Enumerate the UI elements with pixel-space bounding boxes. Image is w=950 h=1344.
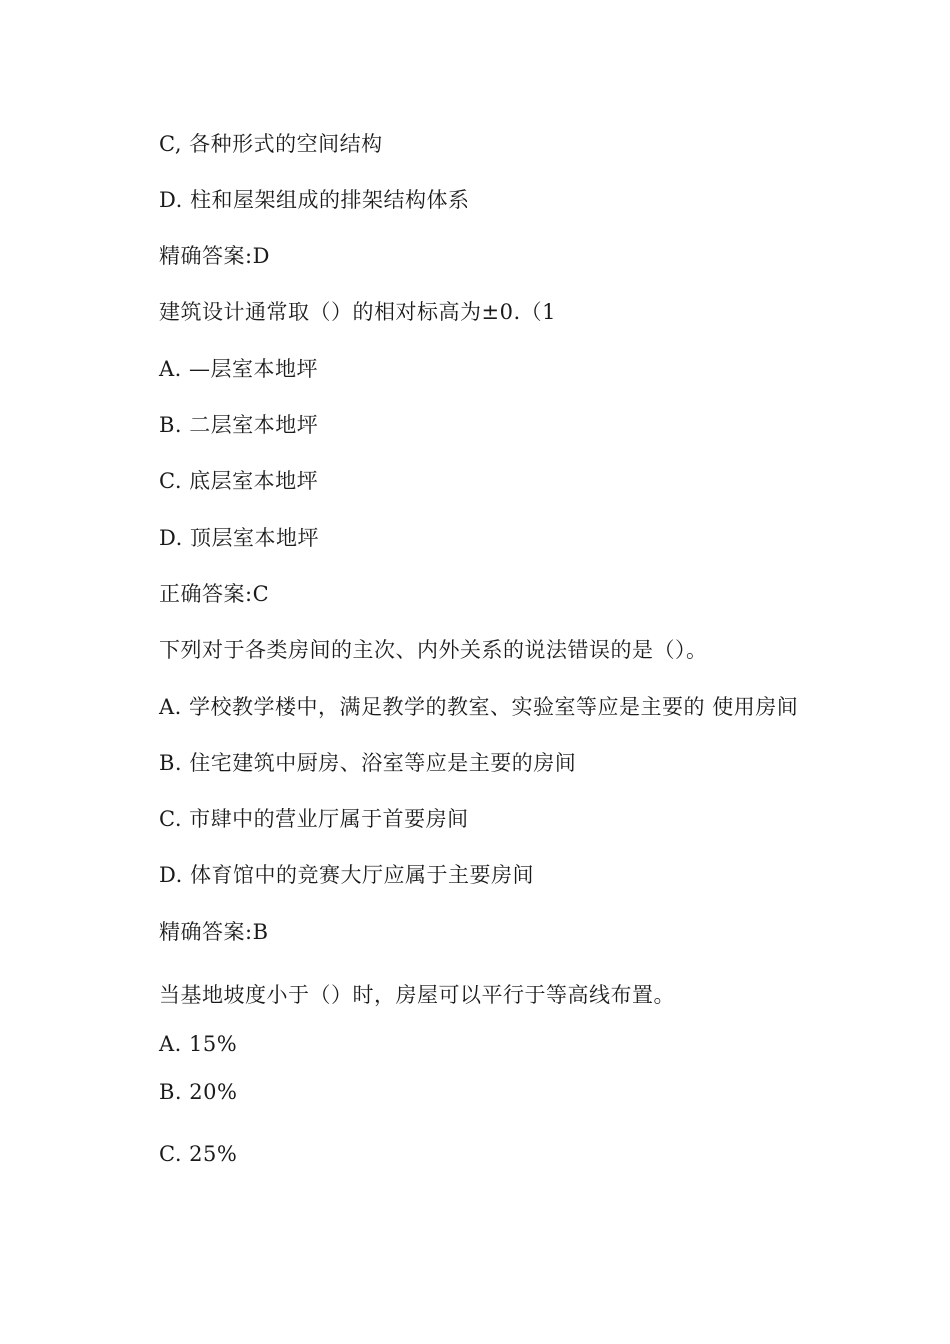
answer-line: 精确答案:D [159,244,270,268]
question-line: 建筑设计通常取（）的相对标高为±0.（1 [159,300,556,324]
option-b-line: B. 20% [159,1080,238,1104]
question-line: 当基地坡度小于（）时，房屋可以平行于等高线布置。 [159,983,675,1007]
answer-line: 正确答案:C [159,582,270,606]
question-line: 下列对于各类房间的主次、内外关系的说法错误的是（）。 [159,638,708,662]
option-d-line: D. 体育馆中的竞赛大厅应属于主要房间 [159,863,534,887]
option-a-line: A. —层室本地坪 [159,357,319,381]
option-c-line: C. 底层室本地坪 [159,469,319,493]
option-b-line: B. 二层室本地坪 [159,413,319,437]
option-d-line: D. 顶层室本地坪 [159,526,319,550]
option-c-line: C. 25% [159,1142,238,1166]
option-c-line: C, 各种形式的空间结构 [159,132,383,156]
option-b-line: B. 住宅建筑中厨房、浴室等应是主要的房间 [159,751,577,775]
option-a-line: A. 15% [159,1032,238,1056]
option-a-line: A. 学校教学楼中，满足教学的教室、实验室等应是主要的 使用房间 [159,695,799,719]
option-d-line: D. 柱和屋架组成的排架结构体系 [159,188,470,212]
answer-line: 精确答案:B [159,920,269,944]
option-c-line: C. 市肆中的营业厅属于首要房间 [159,807,469,831]
